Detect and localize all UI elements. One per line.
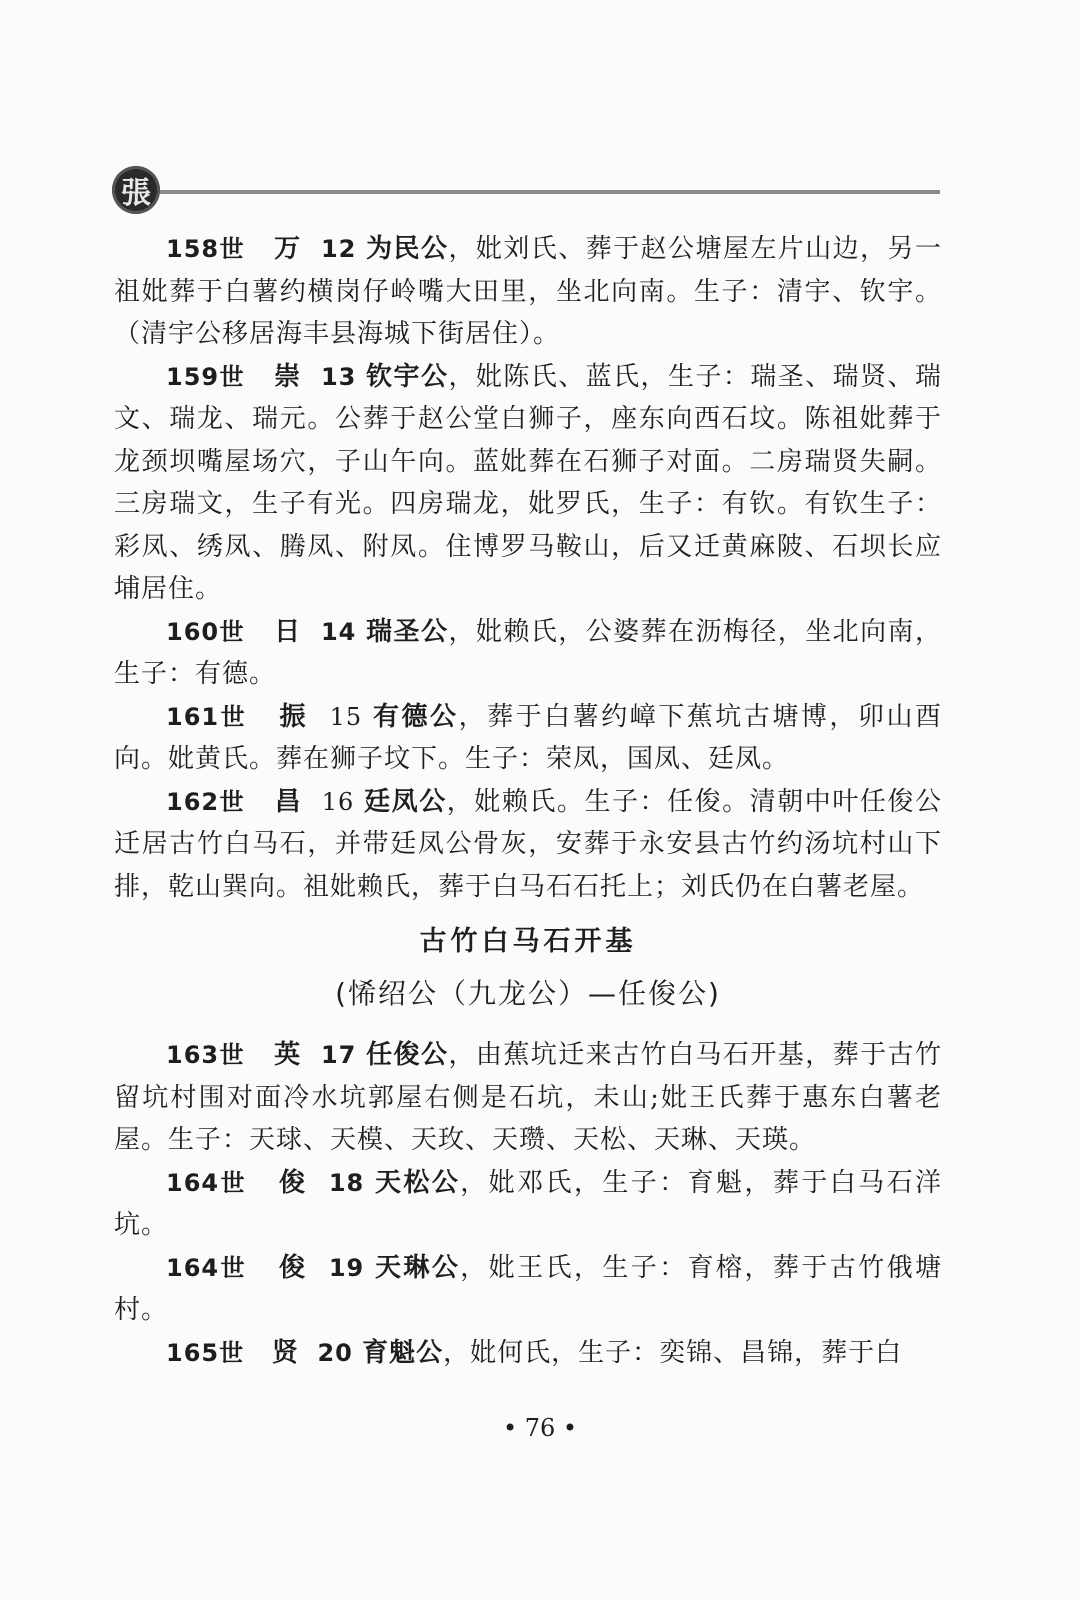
entry-paragraph: 159世 崇 13 钦宇公，妣陈氏、蓝氏，生子：瑞圣、瑞贤、瑞文、瑞龙、瑞元。公葬于赵公堂白狮子，座东向西石坟。陈祖妣葬于龙颈坝嘴屋场穴，子山午向。蓝妣葬在石狮子对面。二房瑞贤失嗣。三房瑞文，生子有光。四房瑞龙，妣罗氏，生子：有钦。有钦生子：彩凤、绣凤、腾凤、附凤。住博罗马鞍山，后又迁黄麻陂、石坝长应埔居住。 bbox=[114, 361, 942, 604]
entry-paragraph: 162世 昌 16 廷凤公，妣赖氏。生子：任俊。清朝中叶任俊公迁居古竹白马石，并带廷凤公骨灰，安葬于永安县古竹约汤坑村山下排，乾山巽向。祖妣赖氏，葬于白马石石托上；刘氏仍在白薯老屋。 bbox=[114, 786, 942, 902]
entry-paragraph: 163世 英 17 任俊公，由蕉坑迁来古竹白马石开基，葬于古竹留坑村围对面冷水坑郭屋右侧是石坑，未山;妣王氏葬于惠东白薯老屋。生子：天球、天模、天玫、天瓒、天松、天琳、天瑛。 bbox=[114, 1040, 942, 1155]
entry-paragraph: 160世 日 14 瑞圣公，妣赖氏，公婆葬在沥梅径，坐北向南，生子：有德。 bbox=[114, 616, 942, 689]
entry-paragraph: 164世 俊 18 天松公，妣邓氏，生子：育魁，葬于白马石洋坑。 bbox=[114, 1167, 943, 1240]
entry-paragraph: 165世 贤 20 育魁公，妣何氏，生子：奕锦、昌锦，葬于白 bbox=[166, 1337, 903, 1368]
main-content bbox=[114, 228, 942, 1374]
header-rule bbox=[160, 190, 940, 194]
section-subtitle: (悕绍公（九龙公）—任俊公) bbox=[335, 977, 721, 1010]
entry-paragraph: 164世 俊 19 天琳公，妣王氏，生子：育榕，葬于古竹俄塘村。 bbox=[114, 1252, 943, 1325]
zhang-seal-icon: 張 bbox=[112, 166, 160, 214]
section-title: 古竹白马石开基 bbox=[419, 926, 637, 957]
page-number: • 76 • bbox=[502, 1414, 578, 1442]
entry-paragraph: 161世 振 15 有德公，葬于白薯约嶂下蕉坑古塘博，卯山酉向。妣黄氏。葬在狮子坟下。生子：荣凤，国凤、廷凤。 bbox=[114, 701, 942, 774]
entry-paragraph: 158世 万 12 为民公，妣刘氏、葬于赵公塘屋左片山边，另一祖妣葬于白薯约横岗仔岭嘴大田里，坐北向南。生子：清宇、钦宇。（清宇公移居海丰县海城下街居住）。 bbox=[114, 234, 942, 349]
